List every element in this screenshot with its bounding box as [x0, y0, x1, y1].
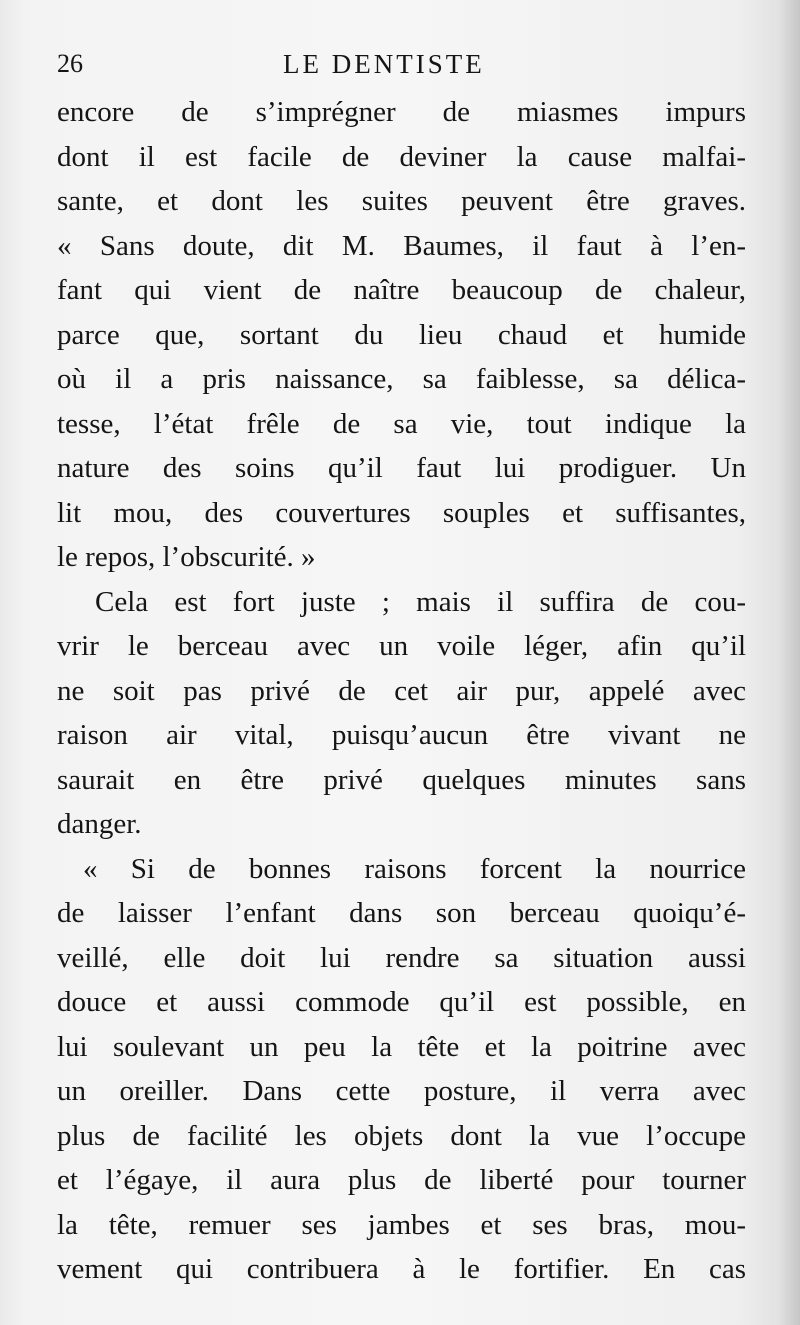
- text-line: de laisser l’enfant dans son berceau quoiqu’é-: [57, 897, 746, 929]
- text-line: et l’égaye, il aura plus de liberté pour tourner: [57, 1164, 746, 1196]
- text-line: « Sans doute, dit M. Baumes, il faut à l’en-: [57, 229, 746, 262]
- page-header: [57, 44, 737, 84]
- page-number: 26: [57, 49, 83, 78]
- text-line: veillé, elle doit lui rendre sa situation aussi: [57, 941, 746, 974]
- text-line: saurait en être privé quelques minutes sans: [57, 763, 746, 796]
- page-edge-shadow: [778, 0, 800, 1325]
- text-line: plus de facilité les objets dont la vue l’occupe: [57, 1119, 746, 1152]
- text-line: dont il est facile de deviner la cause malfai-: [57, 140, 746, 173]
- text-line: la tête, remuer ses jambes et ses bras, mou-: [57, 1208, 746, 1241]
- text-line: ne soit pas privé de cet air pur, appelé avec: [57, 674, 746, 707]
- text-line: danger.: [57, 808, 142, 840]
- text-line: nature des soins qu’il faut lui prodiguer. Un: [57, 452, 746, 484]
- text-line: le repos, l’obscurité. »: [57, 541, 316, 573]
- text-line: tesse, l’état frêle de sa vie, tout indique la: [57, 407, 746, 440]
- text-line: vrir le berceau avec un voile léger, afin qu’il: [57, 630, 746, 662]
- text-line: parce que, sortant du lieu chaud et humide: [57, 318, 746, 351]
- text-line: « Si de bonnes raisons forcent la nourrice: [83, 852, 746, 885]
- text-line: raison air vital, puisqu’aucun être vivant ne: [57, 719, 746, 751]
- text-line: Cela est fort juste ; mais il suffira de cou-: [95, 585, 746, 618]
- body-text: [57, 90, 746, 1292]
- text-line: encore de s’imprégner de miasmes impurs: [57, 96, 746, 128]
- text-line: douce et aussi commode qu’il est possible, en: [57, 986, 746, 1018]
- text-line: sante, et dont les suites peuvent être graves.: [57, 185, 746, 217]
- text-line: un oreiller. Dans cette posture, il verra avec: [57, 1075, 746, 1107]
- running-title: LE DENTISTE: [283, 49, 485, 79]
- text-line: vement qui contribuera à le fortifier. En cas: [57, 1253, 746, 1285]
- text-line: lit mou, des couvertures souples et suffisantes,: [57, 496, 746, 529]
- text-line: fant qui vient de naître beaucoup de chaleur,: [57, 274, 746, 306]
- text-line: lui soulevant un peu la tête et la poitrine avec: [57, 1030, 746, 1063]
- text-line: où il a pris naissance, sa faiblesse, sa délica-: [57, 363, 746, 395]
